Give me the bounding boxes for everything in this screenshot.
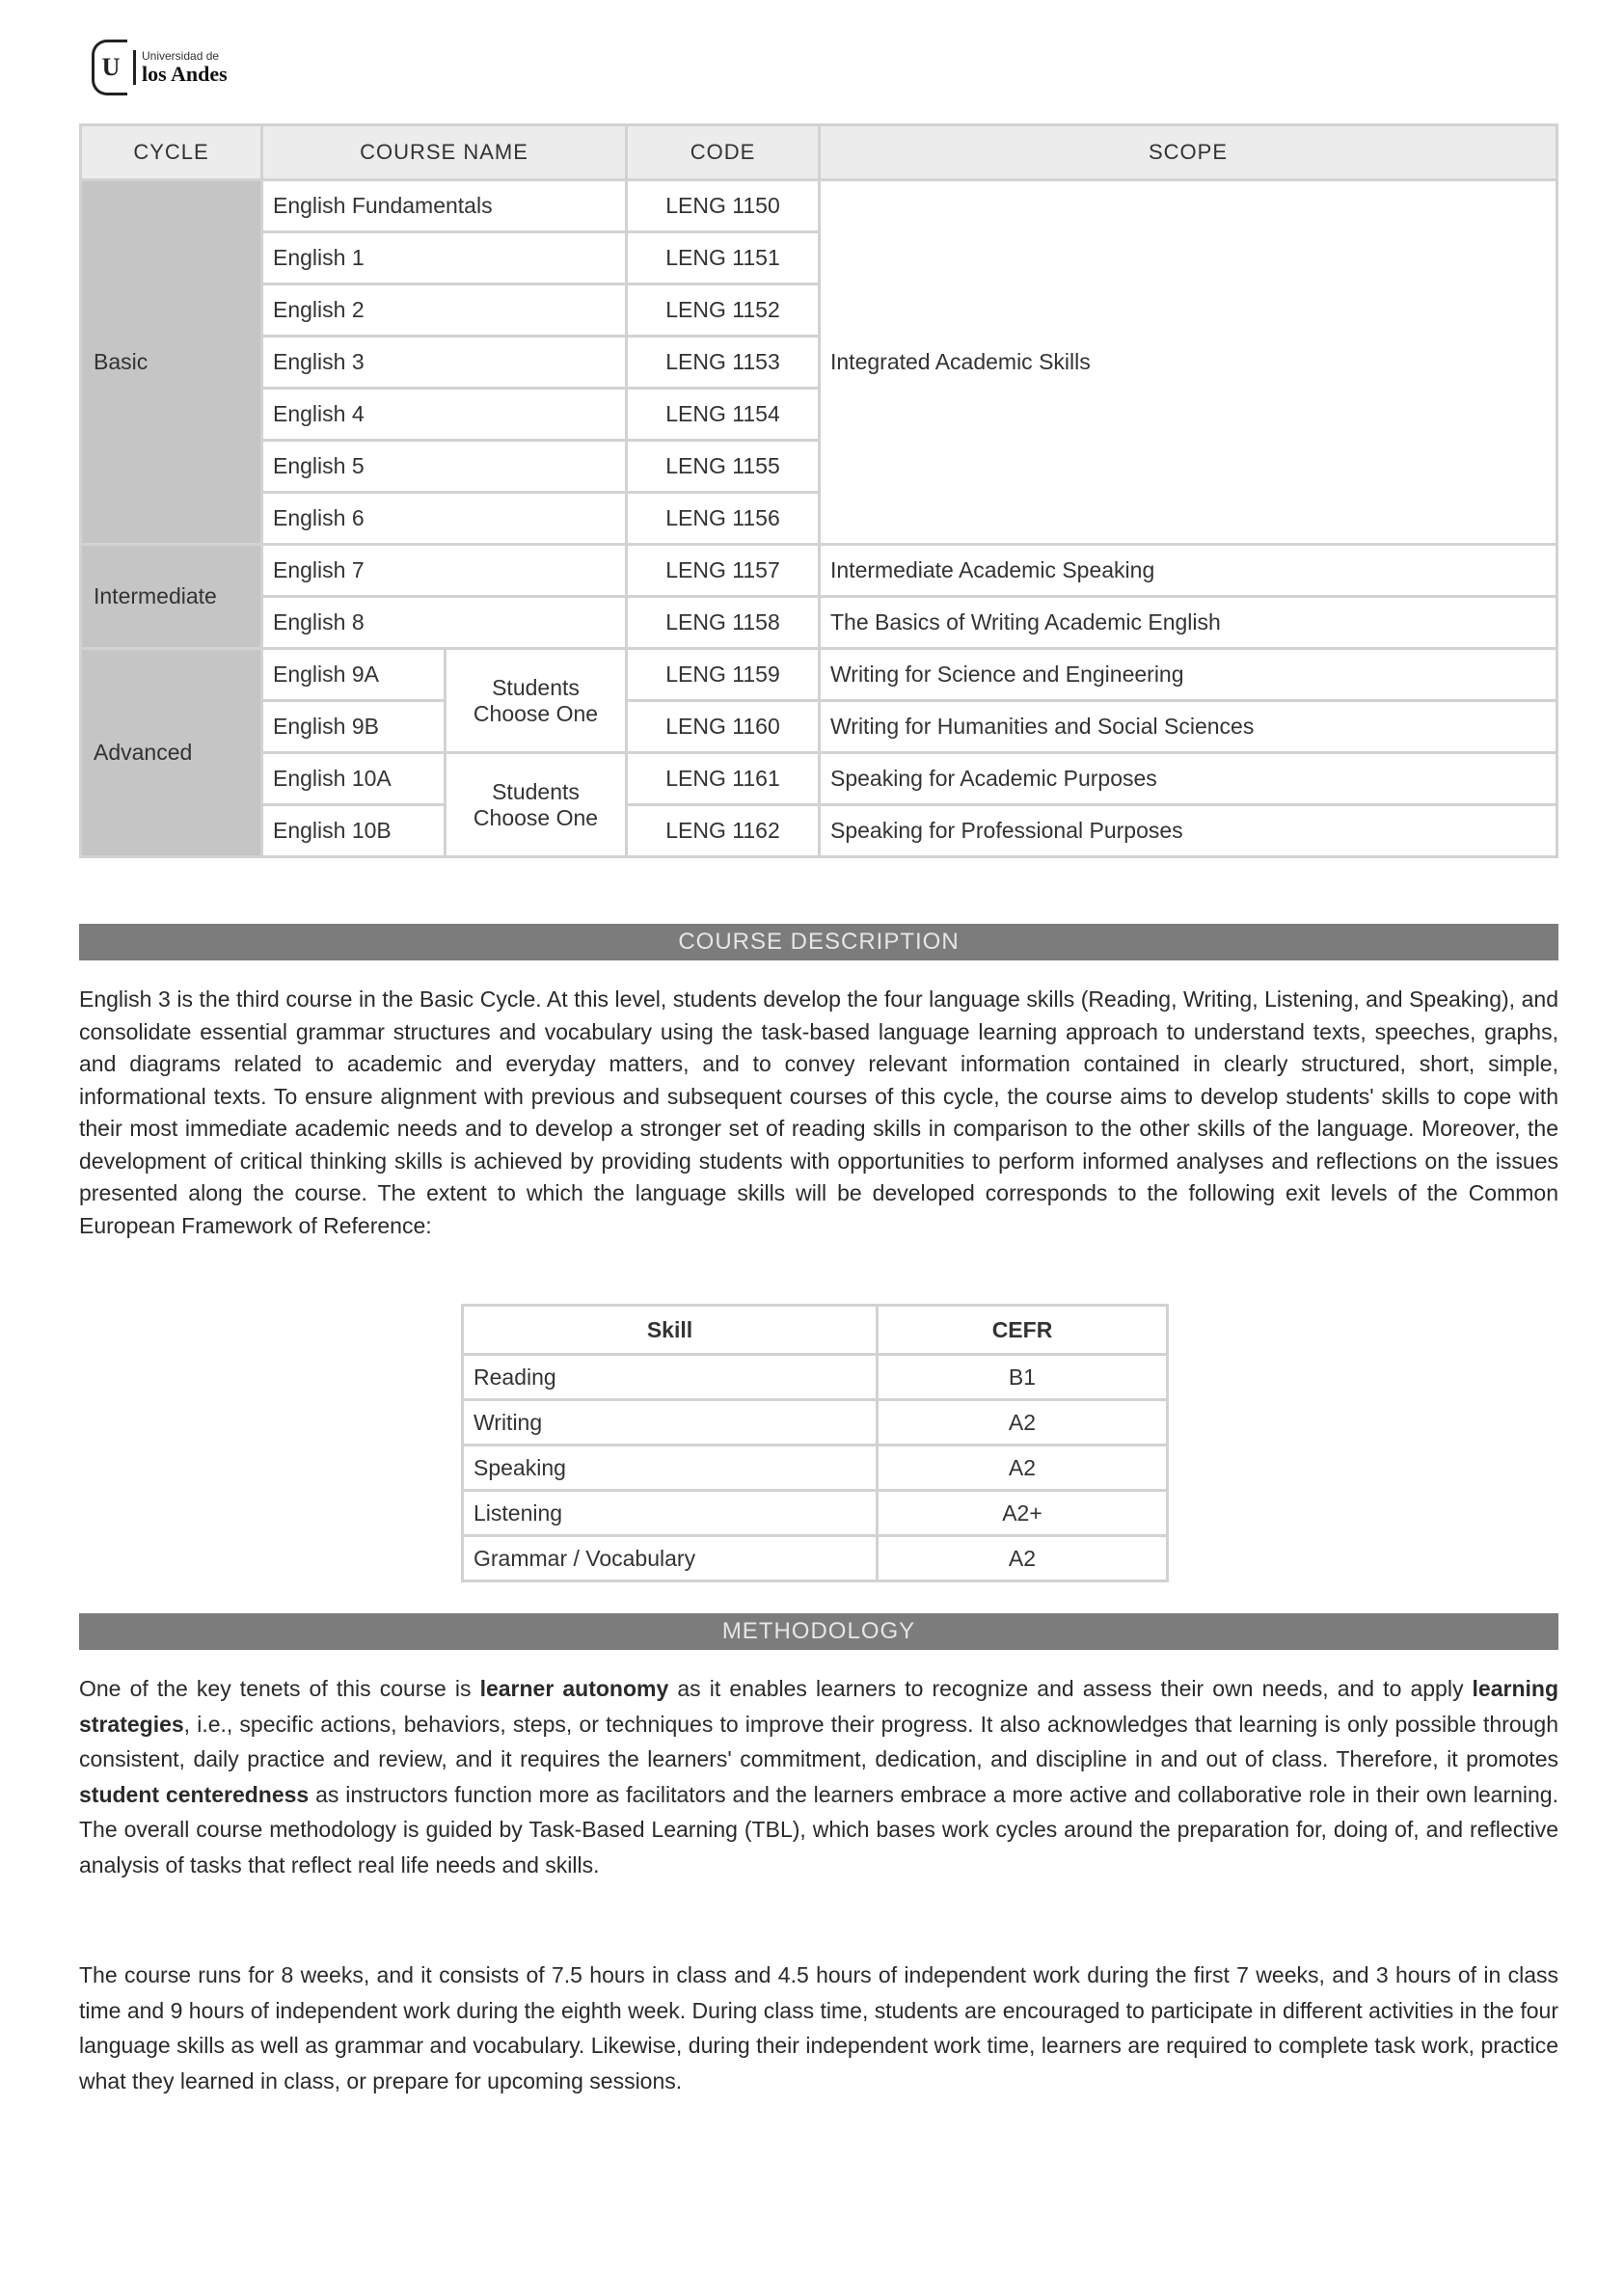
course-scope: Intermediate Academic Speaking [820,545,1557,597]
skill-name: Writing [463,1400,878,1445]
header-code: CODE [627,125,820,180]
table-row [81,180,1557,232]
cefr-level: B1 [878,1355,1168,1400]
course-name: English Fundamentals [262,180,627,232]
skill-name: Listening [463,1491,878,1536]
course-scope: Writing for Humanities and Social Sciences [820,701,1557,753]
course-code: LENG 1152 [627,284,820,337]
university-logo [92,39,228,96]
table-row [81,805,1557,857]
course-scope: The Basics of Writing Academic English [820,597,1557,649]
table-row [463,1400,1168,1445]
course-name: English 9A [262,649,446,701]
course-table [79,123,1558,858]
methodology-text: , i.e., specific actions, behaviors, steps, or techniques to improve their progress. It also acknowledges that learning is only possible through consistent, daily practice and review, and it requires the learners' commitment, dedication, and discipline in and out of class. Therefore, it promotes [79,1711,1558,1771]
emphasis-learning-strategies: learning strategies [79,1676,1559,1737]
course-code: LENG 1153 [627,337,820,389]
course-code: LENG 1155 [627,441,820,493]
table-row [81,701,1557,753]
cycle-advanced: Advanced [81,649,262,857]
table-row [463,1355,1168,1400]
skill-name: Grammar / Vocabulary [463,1536,878,1581]
section-heading-methodology: METHODOLOGY [79,1613,1558,1650]
course-scope: Writing for Science and Engineering [820,649,1557,701]
course-scope: Speaking for Academic Purposes [820,753,1557,805]
cefr-level: A2 [878,1536,1168,1581]
methodology-text: as it enables learners to recognize and assess their own needs, and to apply [668,1676,1473,1701]
methodology-paragraph-2: The course runs for 8 weeks, and it consists of 7.5 hours in class and 4.5 hours of independent work during the first 7 weeks, and 3 hours of in class time and 9 hours of independent work during the eighth week. During class time, students are encouraged to participate in different activities in the four language skills as well as grammar and vocabulary. Likewise, during their independent work time, learners are required to complete task work, practice what they learned in class, or prepare for upcoming sessions. [79,1962,1558,2093]
course-description-text: English 3 is the third course in the Basic Cycle. At this level, students develop the four language skills (Reading, Writing, Listening, and Speaking), and consolidate essential grammar structures and vocabulary using the task-based language learning approach to understand texts, speeches, graphs, and diagrams related to academic and everyday matters, and to convey relevant information contained in clearly structured, short, simple, informational texts. To ensure alignment with previous and subsequent courses of this cycle, the course aims to develop students' skills to cope with their most immediate academic needs and to develop a stronger set of reading skills in comparison to the other skills of the language. Moreover, the development of critical thinking skills is achieved by providing students with opportunities to perform informed analyses and reflections on the issues presented along the course. The extent to which the language skills will be developed corresponds to the following exit levels of the Common European Framework of Reference: [79,986,1558,1238]
course-name: English 10B [262,805,446,857]
table-row [463,1491,1168,1536]
cefr-level: A2 [878,1400,1168,1445]
header-cycle: CYCLE [81,125,262,180]
cefr-level: A2+ [878,1491,1168,1536]
choose-one-note: Students Choose One [446,753,627,857]
table-row [463,1536,1168,1581]
logo-text [133,50,228,85]
methodology-text: One of the key tenets of this course is [79,1676,480,1701]
choose-one-note: Students Choose One [446,649,627,753]
course-code: LENG 1150 [627,180,820,232]
course-code: LENG 1160 [627,701,820,753]
logo-mark: U [92,40,127,95]
course-name: English 6 [262,493,627,545]
course-code: LENG 1156 [627,493,820,545]
course-code: LENG 1161 [627,753,820,805]
header-cefr: CEFR [878,1306,1168,1355]
header-scope: SCOPE [820,125,1557,180]
header-skill: Skill [463,1306,878,1355]
course-name: English 10A [262,753,446,805]
course-code: LENG 1157 [627,545,820,597]
cefr-table-header [463,1306,1168,1355]
table-row [81,597,1557,649]
header-course-name: COURSE NAME [262,125,627,180]
table-row [81,753,1557,805]
course-code: LENG 1154 [627,389,820,441]
table-row [463,1445,1168,1491]
skill-name: Speaking [463,1445,878,1491]
scope-basic: Integrated Academic Skills [820,180,1557,545]
course-scope: Speaking for Professional Purposes [820,805,1557,857]
cefr-table [461,1304,1169,1582]
cefr-level: A2 [878,1445,1168,1491]
course-code: LENG 1151 [627,232,820,284]
section-heading-description: COURSE DESCRIPTION [79,924,1558,960]
course-code: LENG 1159 [627,649,820,701]
skill-name: Reading [463,1355,878,1400]
course-name: English 2 [262,284,627,337]
table-row [81,545,1557,597]
cycle-basic: Basic [81,180,262,545]
course-table-header [81,125,1557,180]
methodology-paragraph-1 [79,1671,1558,1882]
course-name: English 8 [262,597,627,649]
course-name: English 3 [262,337,627,389]
course-name: English 5 [262,441,627,493]
emphasis-student-centeredness: student centeredness [79,1781,310,1807]
cycle-intermediate: Intermediate [81,545,262,649]
course-name: English 4 [262,389,627,441]
course-name: English 1 [262,232,627,284]
course-code: LENG 1158 [627,597,820,649]
course-name: English 7 [262,545,627,597]
course-code: LENG 1162 [627,805,820,857]
emphasis-learner-autonomy: learner autonomy [479,1676,669,1701]
logo-small-text: Universidad de [142,49,220,64]
methodology-text: as instructors function more as facilitators and the learners embrace a more active and collaborative role in their own learning. The overall course methodology is guided by Task-Based Learning (TBL), which bases work cycles around the preparation for, doing of, and reflective analysis of tasks that reflect real life needs and skills. [79,1781,1558,1877]
course-name: English 9B [262,701,446,753]
table-row [81,649,1557,701]
logo-big-text: los Andes [142,61,228,86]
